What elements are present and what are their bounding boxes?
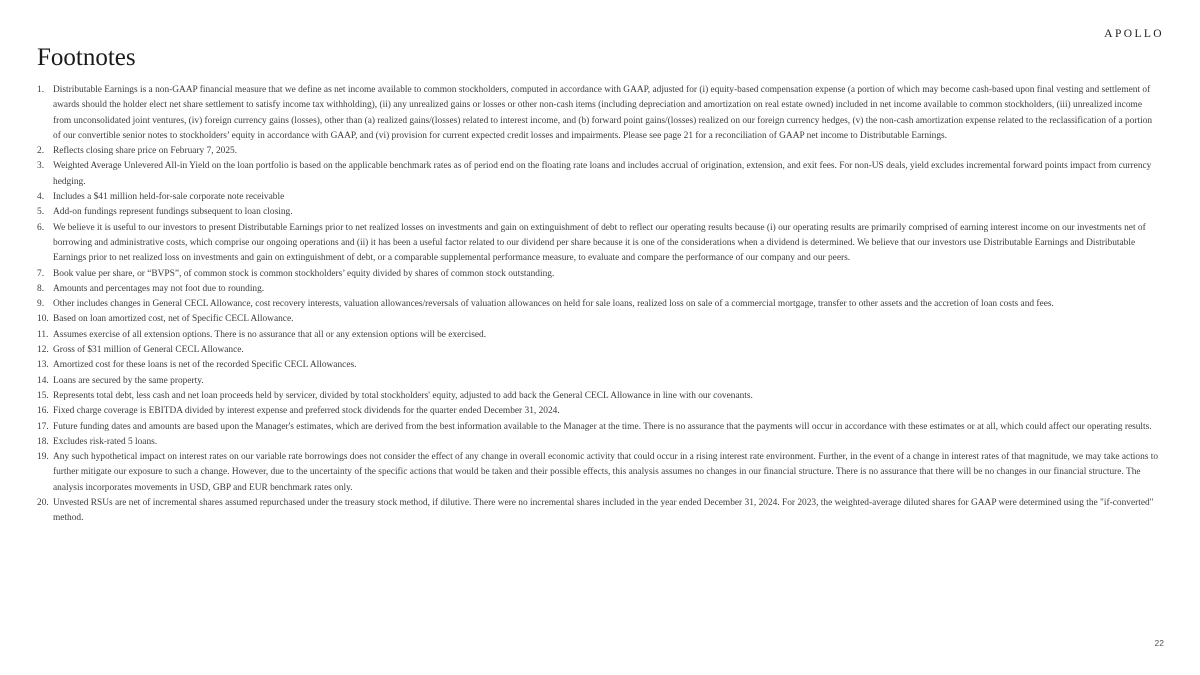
footnote-16 <box>37 404 1161 419</box>
footnote-number: 11. <box>37 329 49 340</box>
footnote-5 <box>37 205 1161 220</box>
footnote-text: Based on loan amortized cost, net of Specific CECL Allowance. <box>53 314 294 325</box>
footnote-number: 10. <box>37 314 49 325</box>
footnote-text: Future funding dates and amounts are based upon the Manager's estimates, which are derived from the best information available to the Manager at the time. There is no assurance that the payments will occur in accordance with these estimates or at all, which could affect our operating results. <box>53 421 1152 432</box>
footnote-8 <box>37 282 1161 297</box>
footnote-text: Excludes risk-rated 5 loans. <box>53 436 158 447</box>
footnote-text: Includes a $41 million held-for-sale corporate note receivable <box>53 192 285 203</box>
footnote-12 <box>37 343 1161 358</box>
page-title: Footnotes <box>37 44 136 71</box>
footnote-number: 7. <box>37 268 45 279</box>
footnote-number: 17. <box>37 421 49 432</box>
footnote-number: 15. <box>37 390 49 401</box>
footnote-number: 16. <box>37 406 49 417</box>
footnote-9 <box>37 297 1161 312</box>
footnote-text: Weighted Average Unlevered All-in Yield on the loan portfolio is based on the applicable benchmark rates as of period end on the floating rate loans and includes accrual of origination, extension, and exit fees. For non-US deals, yield excludes incremental forward points impact from currency hedging. <box>53 161 1152 187</box>
footnote-number: 20. <box>37 498 49 509</box>
footnote-text: Any such hypothetical impact on interest rates on our variable rate borrowings does not consider the effect of any change in overall economic activity that could occur in a rising interest rate environment. Further, in the event of a change in interest rates of that magnitude, we may take actions to further mitigate our exposure to such a change. However, due to the uncertainty of the specific actions that would be taken and their possible effects, this analysis assumes no changes in our financial structure. There is no assurance that there will be no changes in our financial structure. The analysis incorporates movements in USD, GBP and EUR benchmark rates only. <box>53 452 1159 493</box>
footnote-text: Amortized cost for these loans is net of the recorded Specific CECL Allowances. <box>53 360 357 371</box>
footnotes-list <box>37 83 1161 527</box>
footnote-text: We believe it is useful to our investors to present Distributable Earnings prior to net realized losses on investments and gain on extinguishment of debt to reflect our operating results because (i) our operating results are primarily comprised of earning interest income on our investments net of borrowing and administrative costs, which comprise our ongoing operations and (ii) it has been a useful factor related to our dividend per share because it is one of the considerations when a dividend is determined. We believe that our investors use Distributable Earnings and Distributable Earnings prior to net realized loss on investments and gain on extinguishment of debt, or a comparable supplemental performance measure, to evaluate and compare the performance of our company and our peers. <box>53 222 1146 264</box>
footnote-number: 18. <box>37 436 49 447</box>
footnote-7 <box>37 267 1161 282</box>
footnote-13 <box>37 358 1161 373</box>
footnote-number: 9. <box>37 299 45 310</box>
footnote-text: Other includes changes in General CECL Allowance, cost recovery interests, valuation allowances/reversals of valuation allowances on held for sale loans, realized loss on sale of a commercial mortgage, transfer to other assets and the accretion of loan costs and fees. <box>53 299 1054 310</box>
footnote-number: 19. <box>37 452 49 463</box>
footnote-19 <box>37 450 1161 496</box>
footnote-6 <box>37 221 1161 267</box>
footnote-number: 2. <box>37 146 45 157</box>
page-number: 22 <box>1154 638 1164 648</box>
footnote-14 <box>37 374 1161 389</box>
footnote-number: 13. <box>37 360 49 371</box>
footnote-20 <box>37 496 1161 527</box>
footnote-17 <box>37 420 1161 435</box>
footnote-4 <box>37 190 1161 205</box>
footnote-number: 4. <box>37 192 45 203</box>
footnote-text: Fixed charge coverage is EBITDA divided by interest expense and preferred stock dividends for the quarter ended December 31, 2024. <box>53 406 560 417</box>
footnote-2 <box>37 144 1161 159</box>
footnote-text: Unvested RSUs are net of incremental shares assumed repurchased under the treasury stock method, if dilutive. There were no incremental shares included in the year ended December 31, 2024. For 2023, the weighted-average diluted shares for GAAP were determined using the "if-converted" method. <box>53 498 1154 524</box>
logo: APOLLO <box>1104 28 1164 40</box>
footnote-number: 12. <box>37 345 49 356</box>
footnote-text: Book value per share, or “BVPS”, of common stock is common stockholders’ equity divided by shares of common stock outstanding. <box>53 268 555 279</box>
footnote-number: 3. <box>37 161 45 172</box>
footnote-15 <box>37 389 1161 404</box>
footnote-text: Assumes exercise of all extension options. There is no assurance that all or any extension options will be exercised. <box>53 329 487 340</box>
footnote-number: 5. <box>37 207 45 218</box>
footnote-number: 6. <box>37 222 45 233</box>
footnote-text: Distributable Earnings is a non-GAAP financial measure that we define as net income available to common stockholders, computed in accordance with GAAP, adjusted for (i) equity-based compensation expense (a portion of which may become cash-based upon final vesting and settlement of awards should the holder elect net share settlement to satisfy income tax withholding), (ii) any unrealized gains or losses or other non-cash items (including depreciation and amortization on real estate owned) included in net income available to common stockholders, (iii) unrealized income from unconsolidated joint ventures, (iv) foreign currency gains (losses), other than (a) realized gains/(losses) related to interest income, and (b) forward point gains/(losses) realized on our foreign currency hedges, (v) the non-cash amortization expense related to the reclassification of a portion of our convertible senior notes to stockholders’ equity in accordance with GAAP, and (vi) provision for current expected credit losses and impairments. Please see page 21 for a reconciliation of GAAP net income to Distributable Earnings. <box>53 85 1153 141</box>
footnote-text: Add-on fundings represent fundings subsequent to loan closing. <box>53 207 293 218</box>
footnote-3 <box>37 159 1161 190</box>
footnote-number: 1. <box>37 85 45 95</box>
footnote-number: 8. <box>37 283 45 294</box>
footnote-1 <box>37 83 1161 144</box>
footnote-18 <box>37 435 1161 450</box>
footnote-text: Amounts and percentages may not foot due to rounding. <box>53 283 265 294</box>
footnote-text: Gross of $31 million of General CECL Allowance. <box>53 345 244 356</box>
footnote-number: 14. <box>37 375 49 386</box>
footnote-text: Loans are secured by the same property. <box>53 375 204 386</box>
footnote-text: Represents total debt, less cash and net loan proceeds held by servicer, divided by total stockholders' equity, adjusted to add back the General CECL Allowance in line with our covenants. <box>53 390 753 401</box>
footnote-text: Reflects closing share price on February 7, 2025. <box>53 146 238 157</box>
footnote-11 <box>37 328 1161 343</box>
footnote-10 <box>37 312 1161 327</box>
